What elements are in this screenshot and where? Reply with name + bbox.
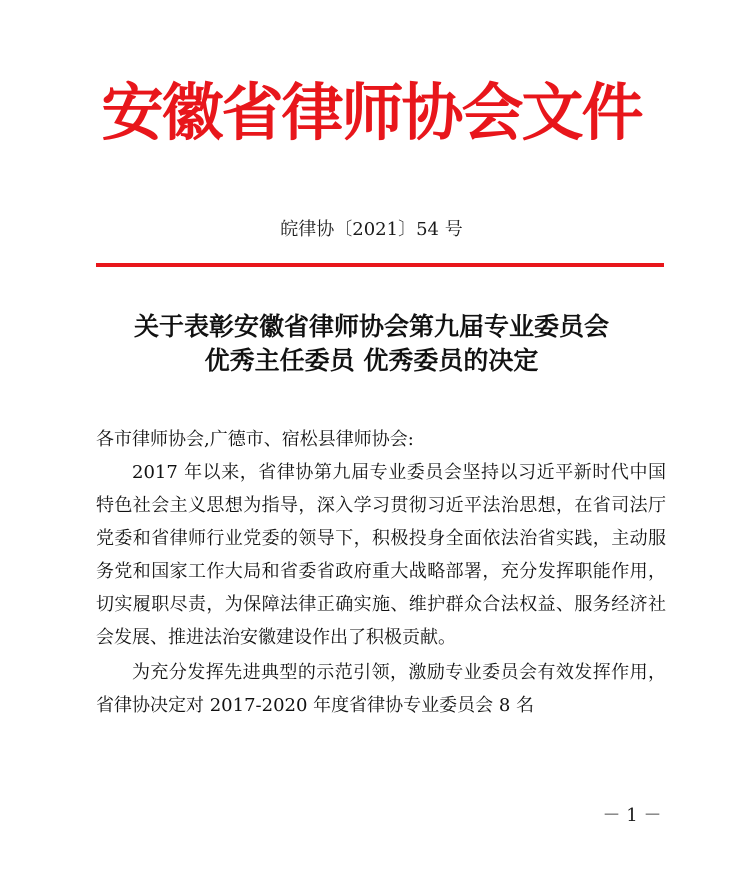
red-divider-line [96,263,664,267]
document-masthead: 安徽省律师协会文件 [101,76,642,149]
page-number: － 1 － [602,805,662,826]
body-paragraph-2: 为充分发挥先进典型的示范引领，激励专业委员会有效发挥作用，省律协决定对 2017-2020 年度省律协专业委员会 8 名 [96,662,666,716]
document-title-line-2: 优秀主任委员 优秀委员的决定 [204,346,539,375]
salutation: 各市律师协会,广德市、宿松县律师协会: [96,429,414,450]
body-paragraph-1: 2017 年以来，省律协第九届专业委员会坚持以习近平新时代中国特色社会主义思想为指导，深入学习贯彻习近平法治思想，在省司法厅党委和省律师行业党委的领导下，积极投身全面依法治省实践，主动服务党和国家工作大局和省委省政府重大战略部署，充分发挥职能作用，切实履职尽责，为保障法律正确实施、维护群众合法权益、服务经济社会发展、推进法治安徽建设作出了积极贡献。 [96,462,666,648]
document-number: 皖律协〔2021〕54 号 [280,219,463,240]
document-title [0,310,743,378]
document-body [96,423,666,722]
document-title-line-1: 关于表彰安徽省律师协会第九届专业委员会 [133,312,609,341]
